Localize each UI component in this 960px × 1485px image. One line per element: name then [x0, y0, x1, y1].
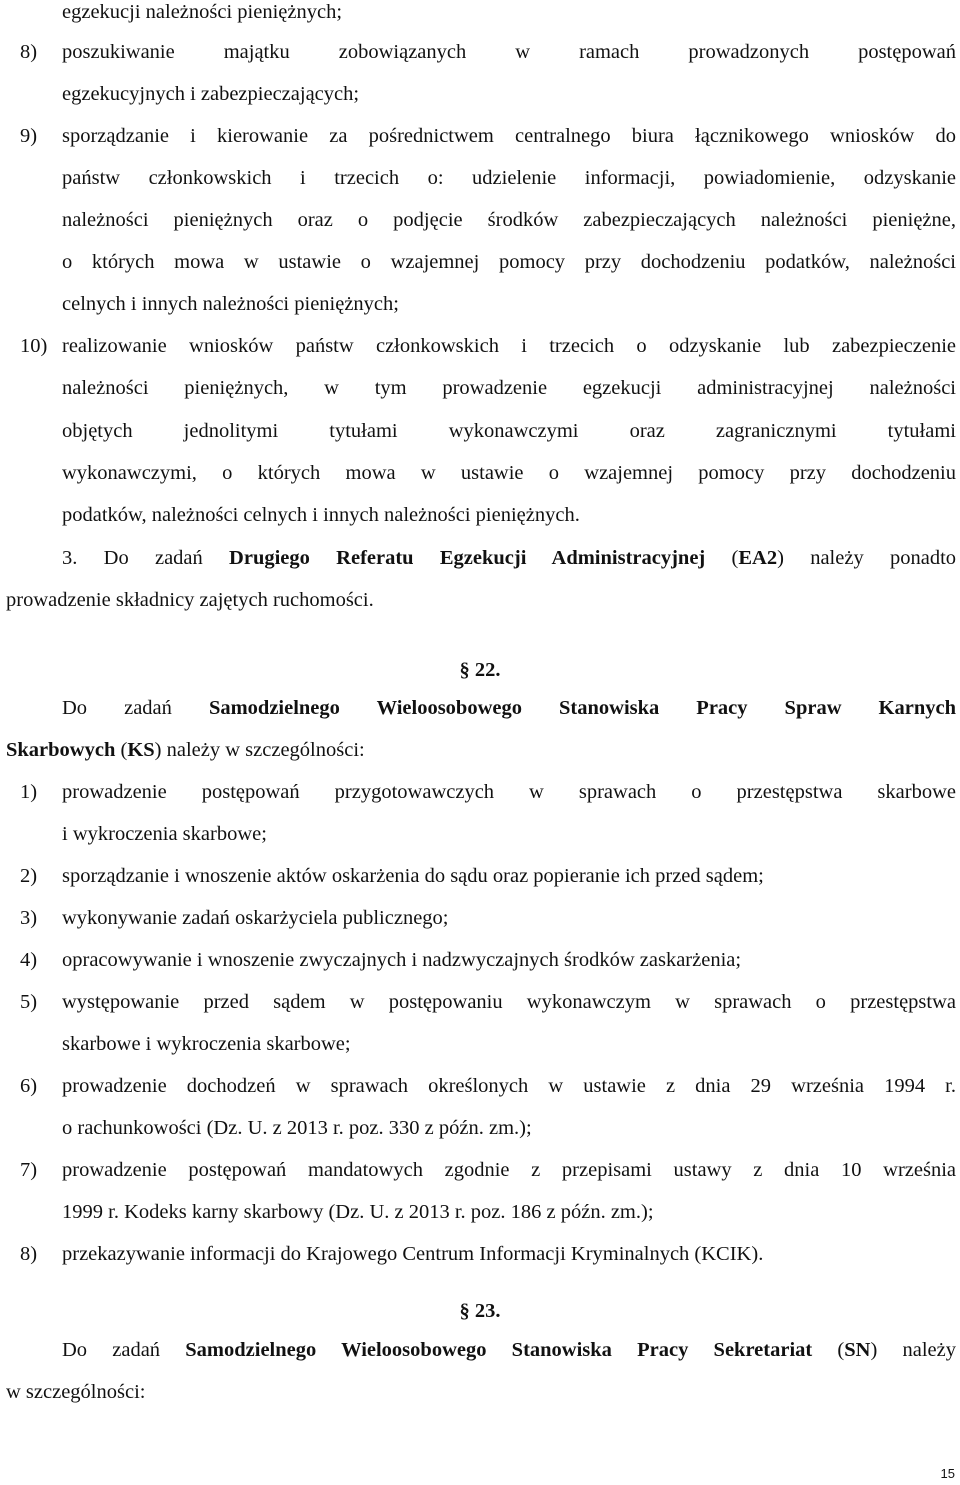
paragraph-line: [0, 543, 960, 573]
continuation-text: egzekucji należności pieniężnych;: [62, 1, 343, 23]
list-item: [0, 1071, 960, 1101]
item-text: opracowywanie i wnoszenie zwyczajnych i nadzwyczajnych środków zaskarżenia;: [62, 949, 742, 971]
list-item: [0, 331, 960, 361]
text-line: [0, 585, 960, 615]
item-text: sporządzanie i wnoszenie aktów oskarżenia do sądu oraz popieranie ich przed sądem;: [62, 865, 764, 887]
text-line: [0, 247, 960, 277]
list-item: [0, 1155, 960, 1185]
text-line: [0, 0, 960, 27]
paragraph-line: [0, 1335, 960, 1365]
text-line: [0, 205, 960, 235]
text-line: [0, 1377, 960, 1407]
list-item: [0, 777, 960, 807]
item-text: realizowanie wniosków państw członkowskich i trzecich o odzyskanie lub zabezpieczenie: [62, 335, 956, 357]
paragraph-text: prowadzenie składnicy zajętych ruchomości.: [6, 589, 374, 611]
list-item: [0, 945, 960, 975]
text-line: [0, 1113, 960, 1143]
item-number: 7): [20, 1159, 38, 1181]
item-text: objętych jednolitymi tytułami wykonawczymi oraz zagranicznymi tytułami: [62, 420, 956, 442]
list-item: [0, 121, 960, 151]
paragraph-3: [62, 543, 956, 573]
list-item: [0, 1239, 960, 1269]
item-text: prowadzenie postępowań mandatowych zgodnie z przepisami ustawy z dnia 10 września: [62, 1159, 956, 1181]
text-line: [0, 819, 960, 849]
item-number: 2): [20, 865, 38, 887]
item-text: występowanie przed sądem w postępowaniu wykonawczym w sprawach o przestępstwa: [62, 991, 956, 1013]
text-line: [0, 289, 960, 319]
intro-tail: ) należy w szczególności:: [154, 739, 365, 761]
text-line: [0, 373, 960, 403]
text-line: [0, 416, 960, 446]
text-line: [0, 163, 960, 193]
intro-lead: Do zadań: [62, 697, 209, 719]
section-heading-line: [0, 1296, 960, 1326]
section-heading-line: [0, 655, 960, 685]
item-number: 3): [20, 907, 38, 929]
intro-mid: (: [812, 1339, 845, 1361]
item-text: podatków, należności celnych i innych należności pieniężnych.: [62, 504, 580, 526]
intro-lead: Do zadań: [62, 1339, 186, 1361]
item-text: o których mowa w ustawie o wzajemnej pomocy przy dochodzeniu podatków, należności: [62, 251, 956, 273]
item-text: o rachunkowości (Dz. U. z 2013 r. poz. 330 z późn. zm.);: [62, 1117, 532, 1139]
item-number: 4): [20, 949, 38, 971]
list-item: [0, 987, 960, 1017]
item-text: skarbowe i wykroczenia skarbowe;: [62, 1033, 351, 1055]
item-number: 10): [20, 335, 48, 357]
section-intro: [62, 1335, 956, 1365]
para-mid: (: [705, 547, 739, 569]
item-number: 9): [20, 125, 38, 147]
item-text: egzekucyjnych i zabezpieczających;: [62, 83, 360, 105]
text-line: [0, 1197, 960, 1227]
section-intro-cont: [6, 735, 956, 765]
text-line: [0, 458, 960, 488]
item-text: wykonywanie zadań oskarżyciela publicznego;: [62, 907, 449, 929]
item-text: przekazywanie informacji do Krajowego Centrum Informacji Kryminalnych (KCIK).: [62, 1243, 764, 1265]
item-text: 1999 r. Kodeks karny skarbowy (Dz. U. z 2013 r. poz. 186 z późn. zm.);: [62, 1201, 654, 1223]
unit-code: KS: [127, 739, 155, 761]
item-text: poszukiwanie majątku zobowiązanych w ramach prowadzonych postępowań: [62, 41, 956, 63]
section-intro-cont: w szczególności:: [6, 1381, 146, 1403]
intro-mid: (: [115, 739, 128, 761]
unit-name: Samodzielnego Wieloosobowego Stanowiska Pracy Spraw Karnych: [208, 697, 956, 719]
list-item: [0, 903, 960, 933]
unit-code: SN: [844, 1339, 871, 1361]
item-text: sporządzanie i kierowanie za pośrednictwem centralnego biura łącznikowego wniosków do: [62, 125, 956, 147]
item-number: 8): [20, 41, 38, 63]
item-text: państw członkowskich i trzecich o: udzielenie informacji, powiadomienie, odzyskanie: [62, 167, 956, 189]
page-number: 15: [940, 1466, 955, 1481]
item-text: wykonawczymi, o których mowa w ustawie o wzajemnej pomocy przy dochodzeniu: [62, 462, 956, 484]
list-item: [0, 37, 960, 67]
section-intro: [62, 693, 956, 723]
paragraph-line: [0, 693, 960, 723]
text-line: [0, 735, 960, 765]
item-text: prowadzenie postępowań przygotowawczych w sprawach o przestępstwa skarbowe: [62, 781, 956, 803]
para-lead: 3. Do zadań: [62, 547, 230, 569]
item-text: należności pieniężnych, w tym prowadzenie egzekucji administracyjnej należności: [62, 377, 956, 399]
unit-name: Samodzielnego Wieloosobowego Stanowiska Pracy Sekretariat: [185, 1339, 813, 1361]
section-heading: § 23.: [459, 1300, 501, 1322]
item-text: prowadzenie dochodzeń w sprawach określonych w ustawie z dnia 29 września 1994 r.: [62, 1075, 956, 1097]
unit-name-cont: Skarbowych: [6, 739, 116, 761]
item-number: 5): [20, 991, 38, 1013]
unit-name: Drugiego Referatu Egzekucji Administracyjnej: [229, 547, 706, 569]
list-item: [0, 861, 960, 891]
para-tail: ) należy ponadto: [777, 547, 957, 569]
unit-code: EA2: [738, 547, 778, 569]
text-line: [0, 500, 960, 530]
item-text: należności pieniężnych oraz o podjęcie środków zabezpieczających należności pieniężne,: [62, 209, 956, 231]
item-number: 8): [20, 1243, 38, 1265]
text-line: [0, 1029, 960, 1059]
item-text: celnych i innych należności pieniężnych;: [62, 293, 399, 315]
section-heading: § 22.: [459, 659, 501, 681]
intro-tail: ) należy: [870, 1339, 957, 1361]
text-line: [0, 79, 960, 109]
item-text: i wykroczenia skarbowe;: [62, 823, 267, 845]
item-number: 6): [20, 1075, 38, 1097]
item-number: 1): [20, 781, 38, 803]
